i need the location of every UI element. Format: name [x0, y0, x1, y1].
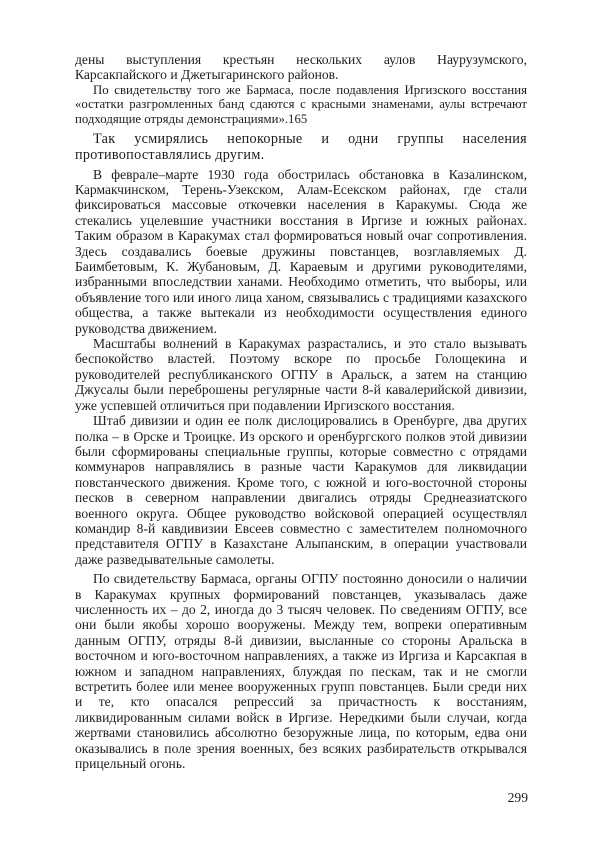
paragraph-karakum-unrest: В феврале–марте 1930 года обострилась обстановка в Казалинском, Кармакчинском, Терень-Узекском, Алам-Есекском районах, где стали фиксироваться массовые откочевки населения в Каракумы. Сюда же стекались уцелевшие участники восстания в Иргизе и южных районах. Таким образом в Каракумах стал формироваться новый очаг сопротивления. Здесь создавались боевые дружины повстанцев, возглавляемых Д. Баимбетовым, К. Жубановым, Д. Караевым и другими руководителями, избранными впоследствии ханами. Необходимо отметить, что выборы, или объявление того или иного лица ханом, связывались с традициями казахского общества, а также вытекали из необходимости осуществления единого руководства движением. — [75, 166, 527, 336]
paragraph-cavalry-division: Масштабы волнений в Каракумах разрастались, и это стало вызывать беспокойство властей. Поэтому вскоре по просьбе Голощекина и руководителей республиканского ОГПУ в Аральск, а затем на станцию Джусалы были переброшены регулярные части 8-й кавалерийской дивизии, уже успевшей отличиться при подавлении Иргизского восстания. — [75, 336, 527, 413]
paragraph-continuation: дены выступления крестьян нескольких аулов Наурузумского, Карсакпайского и Джетыгаринского районов. — [75, 52, 527, 83]
paragraph-barmas-quote: По свидетельству того же Бармаса, после подавления Иргизского восстания «остатки разгромленных банд сдаются с красными знаменами, аулы встречают подходящие отряды демонстрациями».165 — [75, 82, 527, 126]
paragraph-division-hq: Штаб дивизии и один ее полк дислоцировались в Оренбурге, два других полка – в Орске и Троицке. Из орского и оренбургского полков этой дивизии были сформированы специальные группы, которые совместно с отрядами коммунаров направлялись в разные части Каракумов для ликвидации повстанческого движения. Кроме того, с южной и юго-восточной стороны песков в северном направлении двигались отряды Среднеазиатского военного округа. Общее руководство войсковой операцией осуществлял командир 8-й кавдивизии Евсеев совместно с заместителем полномочного представителя ОГПУ в Казахстане Алыпанским, в операции участвовали даже разведывательные самолеты. — [75, 413, 527, 567]
paragraph-ogpu-reports: По свидетельству Бармаса, органы ОГПУ постоянно доносили о наличии в Каракумах крупных формирований повстанцев, указывалась даже численность их – до 2, иногда до 3 тысяч человек. По сведениям ОГПУ, все они были якобы хорошо вооружены. Между тем, вопреки оперативным данным ОГПУ, отряды 8-й дивизии, высланные со стороны Аральска в восточном и юго-восточном направлениях, а также из Иргиза и Карсакпая в южном и западном направлениях, блуждая по пескам, так и не смогли встретить более или менее вооруженных групп повстанцев. Были среди них и те, кто опасался репрессий за причастность к восстаниям, ликвидированным силами войск в Иргизе. Нередкими были случаи, когда жертвами становились абсолютно безоружные лица, по которым, едва они оказывались в поле зрения военных, без всяких разбирательств открывался прицельный огонь. — [75, 571, 527, 772]
page-body — [75, 52, 527, 771]
paragraph-pacification: Так усмирялись непокорные и одни группы населения противопоставлялись другим. — [75, 130, 527, 163]
page-number: 299 — [507, 790, 528, 805]
